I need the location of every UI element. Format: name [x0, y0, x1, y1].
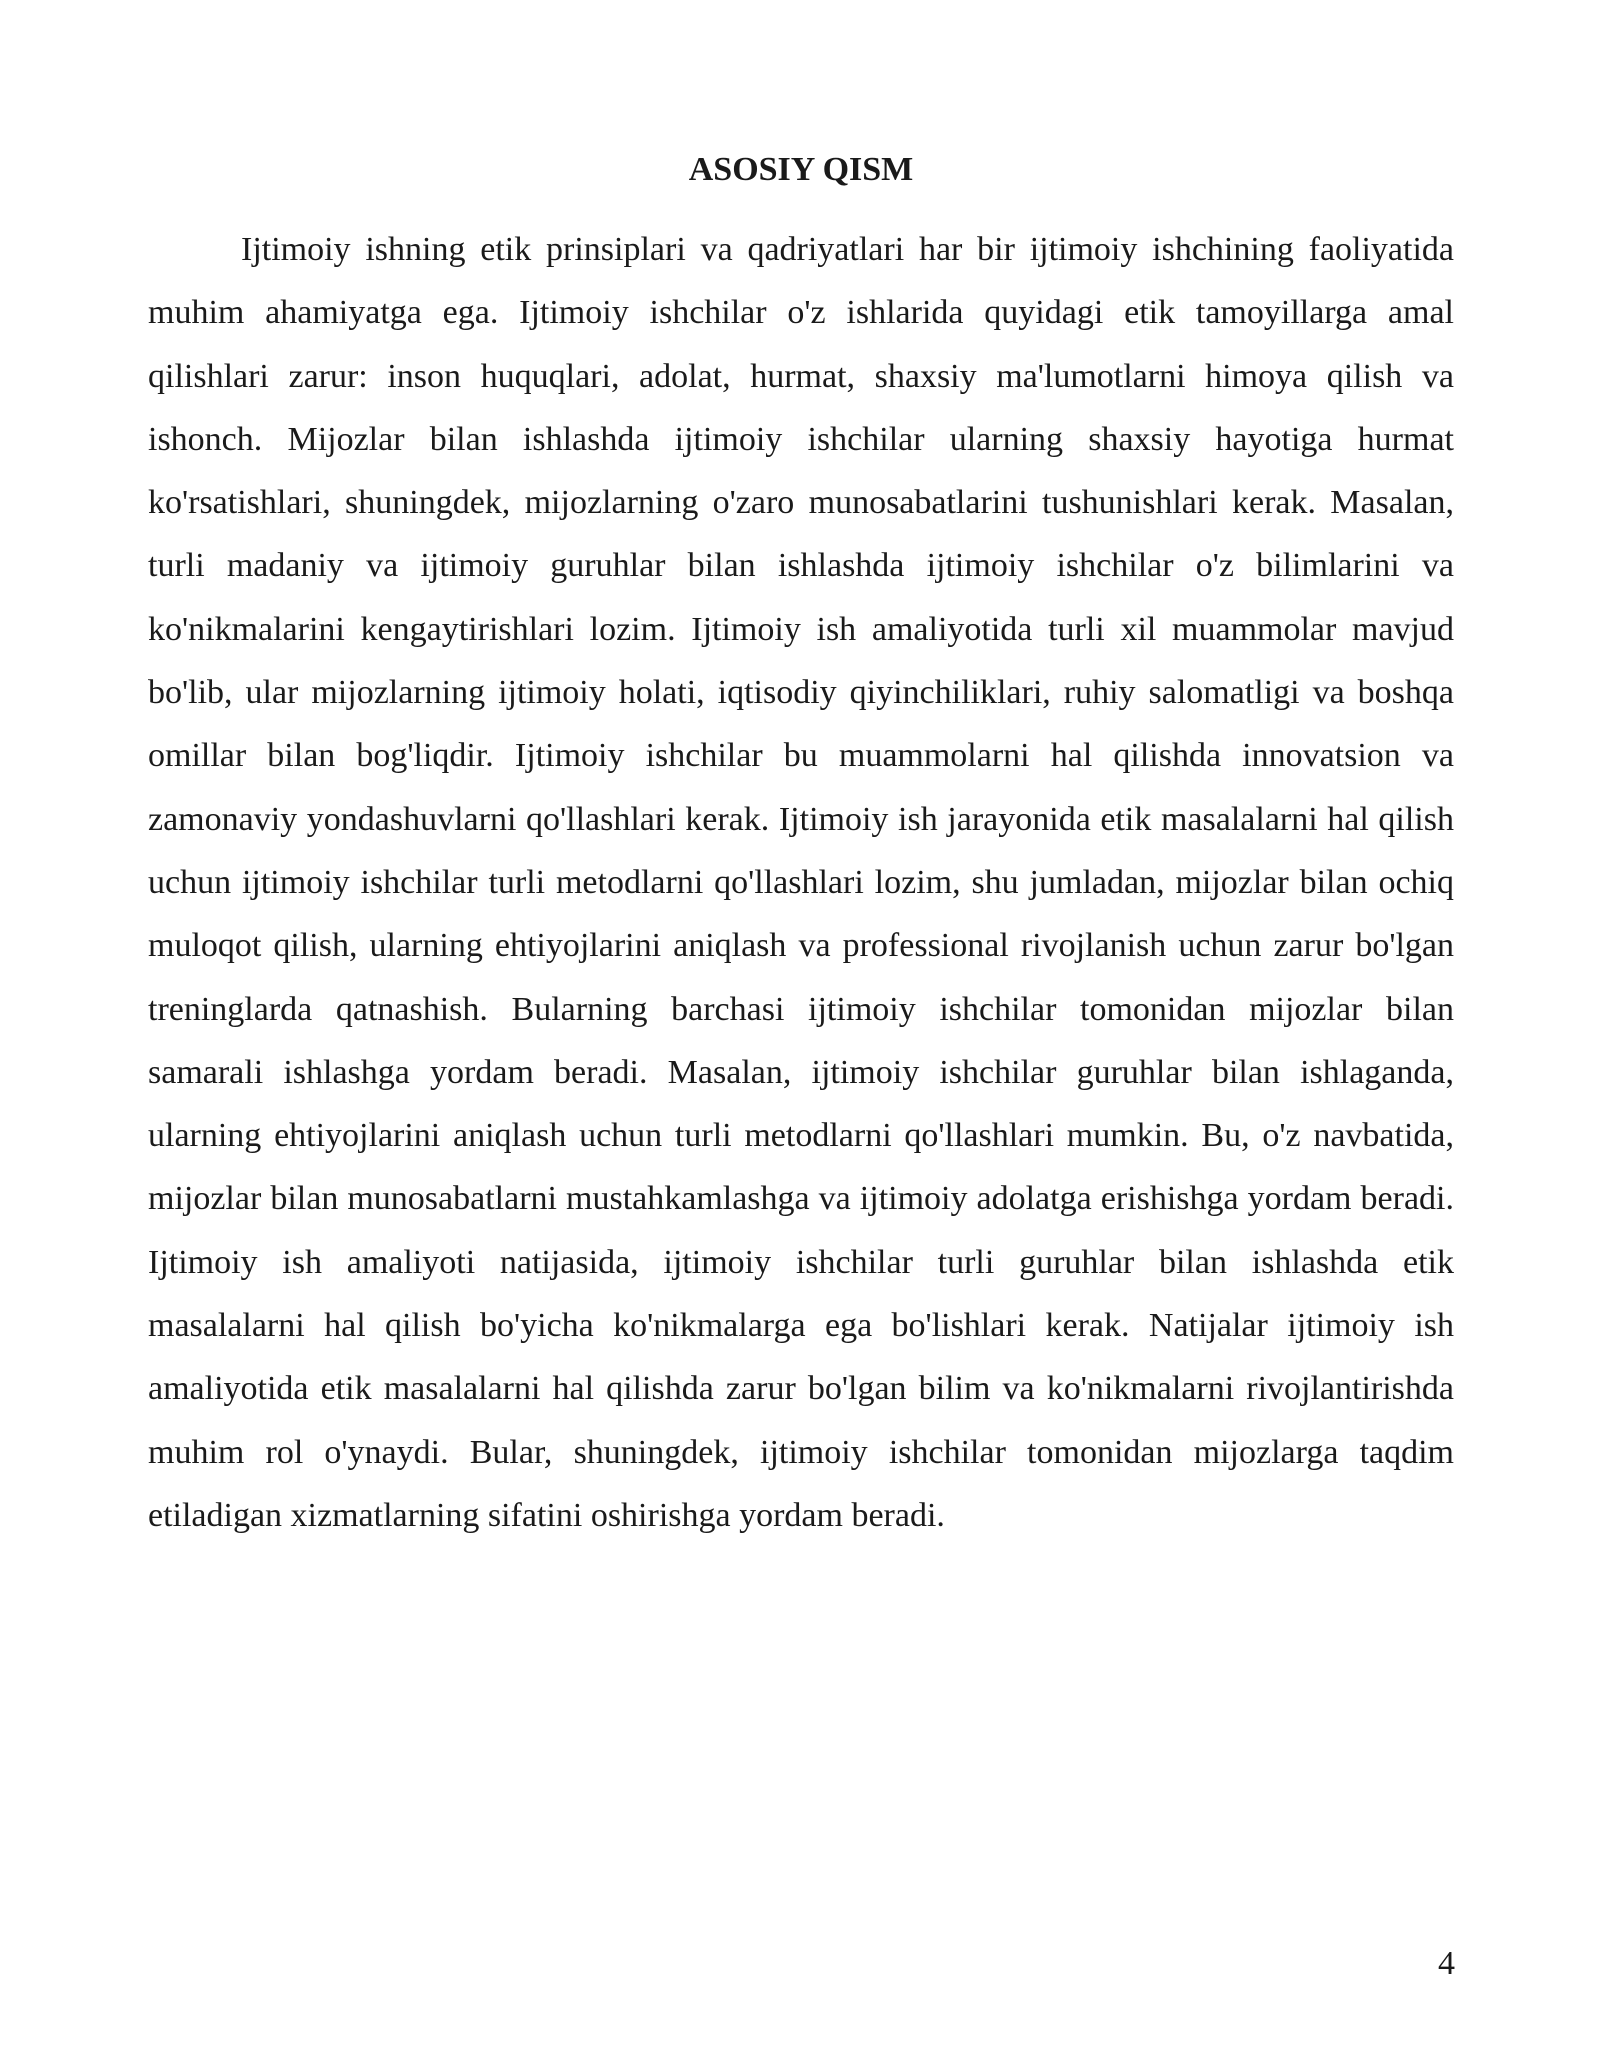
body-paragraph: Ijtimoiy ishning etik prinsiplari va qadriyatlari har bir ijtimoiy ishchining faoliyatida muhim ahamiyatga ega. Ijtimoiy ishchilar o'z ishlarida quyidagi etik tamoyillarga amal qilishlari zarur: inson huquqlari, adolat, hurmat, shaxsiy ma'lumotlarni himoya qilish va ishonch. Mijozlar bilan ishlashda ijtimoiy ishchilar ularning shaxsiy hayotiga hurmat ko'rsatishlari, shuningdek, mijozlarning o'zaro munosabatlarini tushunishlari kerak. Masalan, turli madaniy va ijtimoiy guruhlar bilan ishlashda ijtimoiy ishchilar o'z bilimlarini va ko'nikmalarini kengaytirishlari lozim. Ijtimoiy ish amaliyotida turli xil muammolar mavjud bo'lib, ular mijozlarning ijtimoiy holati, iqtisodiy qiyinchiliklari, ruhiy salomatligi va boshqa omillar bilan bog'liqdir. Ijtimoiy ishchilar bu muammolarni hal qilishda innovatsion va zamonaviy yondashuvlarni qo'llashlari kerak. Ijtimoiy ish jarayonida etik masalalarni hal qilish uchun ijtimoiy ishchilar turli metodlarni qo'llashlari lozim, shu jumladan, mijozlar bilan ochiq muloqot qilish, ularning ehtiyojlarini aniqlash va professional rivojlanish uchun zarur bo'lgan treninglarda qatnashish. Bularning barchasi ijtimoiy ishchilar tomonidan mijozlar bilan samarali ishlashga yordam beradi. Masalan, ijtimoiy ishchilar guruhlar bilan ishlaganda, ularning ehtiyojlarini aniqlash uchun turli metodlarni qo'llashlari mumkin. Bu, o'z navbatida, mijozlar bilan munosabatlarni mustahkamlashga va ijtimoiy adolatga erishishga yordam beradi. Ijtimoiy ish amaliyoti natijasida, ijtimoiy ishchilar turli guruhlar bilan ishlashda etik masalalarni hal qilish bo'yicha ko'nikmalarga ega bo'lishlari kerak. Natijalar ijtimoiy ish amaliyotida etik masalalarni hal qilishda zarur bo'lgan bilim va ko'nikmalarni rivojlantirishda muhim rol o'ynaydi. Bular, shuningdek, ijtimoiy ishchilar tomonidan mijozlarga taqdim etiladigan xizmatlarning sifatini oshirishga yordam beradi. [148, 231, 1454, 1534]
page-number: 4 [1438, 1945, 1455, 1982]
section-heading: ASOSIY QISM [688, 151, 914, 188]
